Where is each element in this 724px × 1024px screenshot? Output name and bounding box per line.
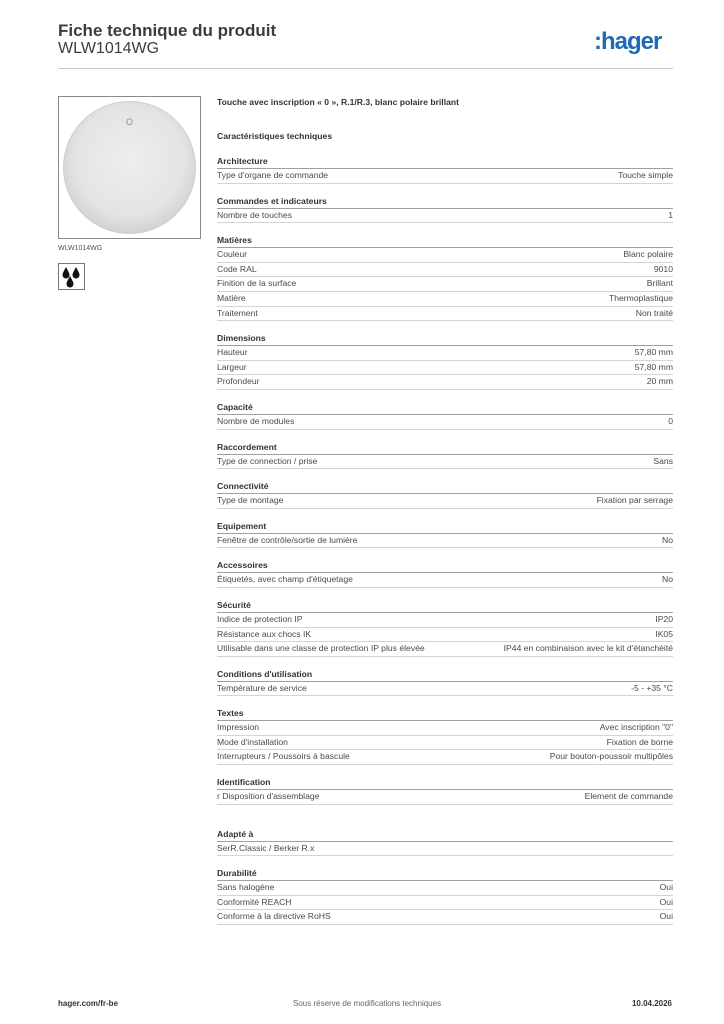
section-title: Sécurité [217, 600, 673, 613]
spec-label: Conformité REACH [217, 896, 292, 907]
spec-row [217, 842, 673, 857]
spec-row [217, 209, 673, 224]
spec-row [217, 896, 673, 911]
section-title: Capacité [217, 402, 673, 415]
spec-label: Matière [217, 292, 246, 303]
spec-label: Traitement [217, 307, 258, 318]
spec-row [217, 169, 673, 184]
specs-heading: Caractéristiques techniques [217, 131, 333, 141]
spec-label: Type d'organe de commande [217, 170, 329, 180]
spec-label: Interrupteurs / Poussoirs à bascule [217, 751, 350, 762]
spec-value: Blanc polaire [623, 249, 673, 260]
spec-section [217, 521, 673, 549]
spec-row [217, 613, 673, 628]
spec-section [217, 402, 673, 430]
water-drops-icon [58, 263, 85, 290]
spec-section [217, 868, 673, 925]
section-title: Commandes et indicateurs [217, 196, 673, 209]
spec-value: Fixation par serrage [596, 495, 673, 506]
spec-label: Nombre de modules [217, 415, 295, 426]
spec-label: Profondeur [217, 376, 260, 387]
spec-value: Sans [653, 455, 673, 466]
spec-row [217, 910, 673, 925]
spec-value: 20 mm [646, 376, 673, 387]
spec-label: Type de montage [217, 495, 284, 506]
spec-row [217, 263, 673, 278]
spec-label: Mode d'installation [217, 736, 288, 747]
spec-row [217, 277, 673, 292]
spec-row [217, 307, 673, 322]
spec-label: Température de service [217, 682, 307, 693]
section-title: Adapté à [217, 829, 673, 842]
spec-value: 9010 [653, 263, 673, 274]
spec-value: No [662, 574, 673, 585]
spec-value: -5 - +35 °C [631, 682, 673, 693]
spec-value: Oui [659, 896, 673, 907]
section-title: Matières [217, 235, 673, 248]
spec-row [217, 573, 673, 588]
spec-value: Non traité [635, 307, 673, 318]
spec-value: 57,80 mm [634, 347, 673, 358]
section-title: Accessoires [217, 560, 673, 573]
spec-section [217, 708, 673, 765]
spec-section [217, 333, 673, 390]
spec-section [217, 777, 673, 805]
footer-date: 10.04.2026 [631, 999, 672, 1008]
section-title: Textes [217, 708, 673, 721]
spec-value: IP20 [655, 613, 673, 624]
section-title: Identification [217, 777, 673, 790]
section-title: Equipement [217, 521, 673, 534]
spec-row [217, 415, 673, 430]
section-title: Conditions d'utilisation [217, 669, 673, 682]
specs-area [217, 96, 673, 925]
spec-value: 57,80 mm [634, 361, 673, 372]
spec-label: Code RAL [217, 263, 257, 274]
section-title: Raccordement [217, 442, 673, 455]
spec-value: Avec inscription "0" [599, 722, 673, 733]
spec-value: Pour bouton-poussoir multipôles [549, 751, 673, 762]
spec-section [217, 156, 673, 184]
spec-label: Largeur [217, 361, 247, 372]
spec-label: Sans halogène [217, 882, 275, 893]
spec-label: Conforme à la directive RoHS [217, 911, 331, 922]
spec-row [217, 455, 673, 470]
spec-row [217, 628, 673, 643]
spec-value: Touche simple [618, 170, 673, 180]
spec-row [217, 881, 673, 896]
product-reference: WLW1014WG [58, 40, 160, 57]
spec-label: Utilisable dans une classe de protection IP plus élevée [217, 643, 425, 654]
spec-label: r Disposition d'assemblage [217, 791, 320, 802]
spec-label: Finition de la surface [217, 278, 297, 289]
spec-row [217, 750, 673, 765]
spec-value: Thermoplastique [608, 292, 673, 303]
spec-section [217, 829, 673, 857]
spec-section [217, 196, 673, 224]
footer-url[interactable]: hager.com/fr-be [58, 999, 119, 1008]
spec-row [217, 375, 673, 390]
spec-value: Brillant [646, 278, 673, 289]
svg-text::hager: :hager [594, 28, 662, 54]
spec-label: Indice de protection IP [217, 613, 303, 624]
section-title: Dimensions [217, 333, 673, 346]
spec-value: Fixation de borne [606, 736, 673, 747]
specs-sections [217, 156, 673, 925]
spec-value: IK05 [655, 628, 673, 639]
spec-row [217, 790, 673, 805]
spec-row [217, 361, 673, 376]
spec-row [217, 682, 673, 697]
spec-row [217, 346, 673, 361]
product-description: Touche avec inscription « 0 », R.1/R.3, blanc polaire brillant [217, 97, 459, 107]
spec-value: No [662, 534, 673, 545]
spec-label: SerR.Classic / Berker R.x [217, 842, 315, 853]
spec-section [217, 481, 673, 509]
spec-label: Couleur [217, 249, 248, 260]
spec-value: 0 [668, 415, 673, 426]
image-caption: WLW1014WG [58, 245, 103, 252]
section-title: Durabilité [217, 868, 673, 881]
header-divider [58, 68, 673, 69]
spec-row [217, 248, 673, 263]
spec-value: Oui [659, 882, 673, 893]
spec-label: Type de connection / prise [217, 455, 318, 466]
spec-label: Étiquetés, avec champ d'étiquetage [217, 574, 353, 585]
spec-row [217, 736, 673, 751]
spec-section [217, 600, 673, 657]
spec-value: 1 [668, 209, 673, 220]
hager-logo [594, 28, 674, 54]
spec-value: Oui [659, 911, 673, 922]
spec-row [217, 642, 673, 657]
spec-row [217, 721, 673, 736]
spec-label: Fenêtre de contrôle/sortie de lumière [217, 534, 358, 545]
spec-value: Element de commande [584, 791, 673, 802]
spec-label: Hauteur [217, 347, 248, 358]
footer-note: Sous réserve de modifications techniques [293, 999, 442, 1008]
section-title: Connectivité [217, 481, 673, 494]
spec-section [217, 442, 673, 470]
product-image [58, 96, 201, 239]
spec-section [217, 235, 673, 321]
spec-row [217, 494, 673, 509]
spec-section [217, 669, 673, 697]
spec-label: Résistance aux chocs IK [217, 628, 312, 639]
spec-section [217, 560, 673, 588]
page-title: Fiche technique du produit [58, 21, 277, 40]
spec-label: Impression [217, 722, 260, 733]
spec-row [217, 292, 673, 307]
spec-row [217, 534, 673, 549]
button-symbol: O [125, 117, 134, 127]
spec-label: Nombre de touches [217, 209, 292, 220]
section-title: Architecture [217, 156, 673, 169]
spec-value: IP44 en combinaison avec le kit d'étanchéité [503, 643, 673, 654]
